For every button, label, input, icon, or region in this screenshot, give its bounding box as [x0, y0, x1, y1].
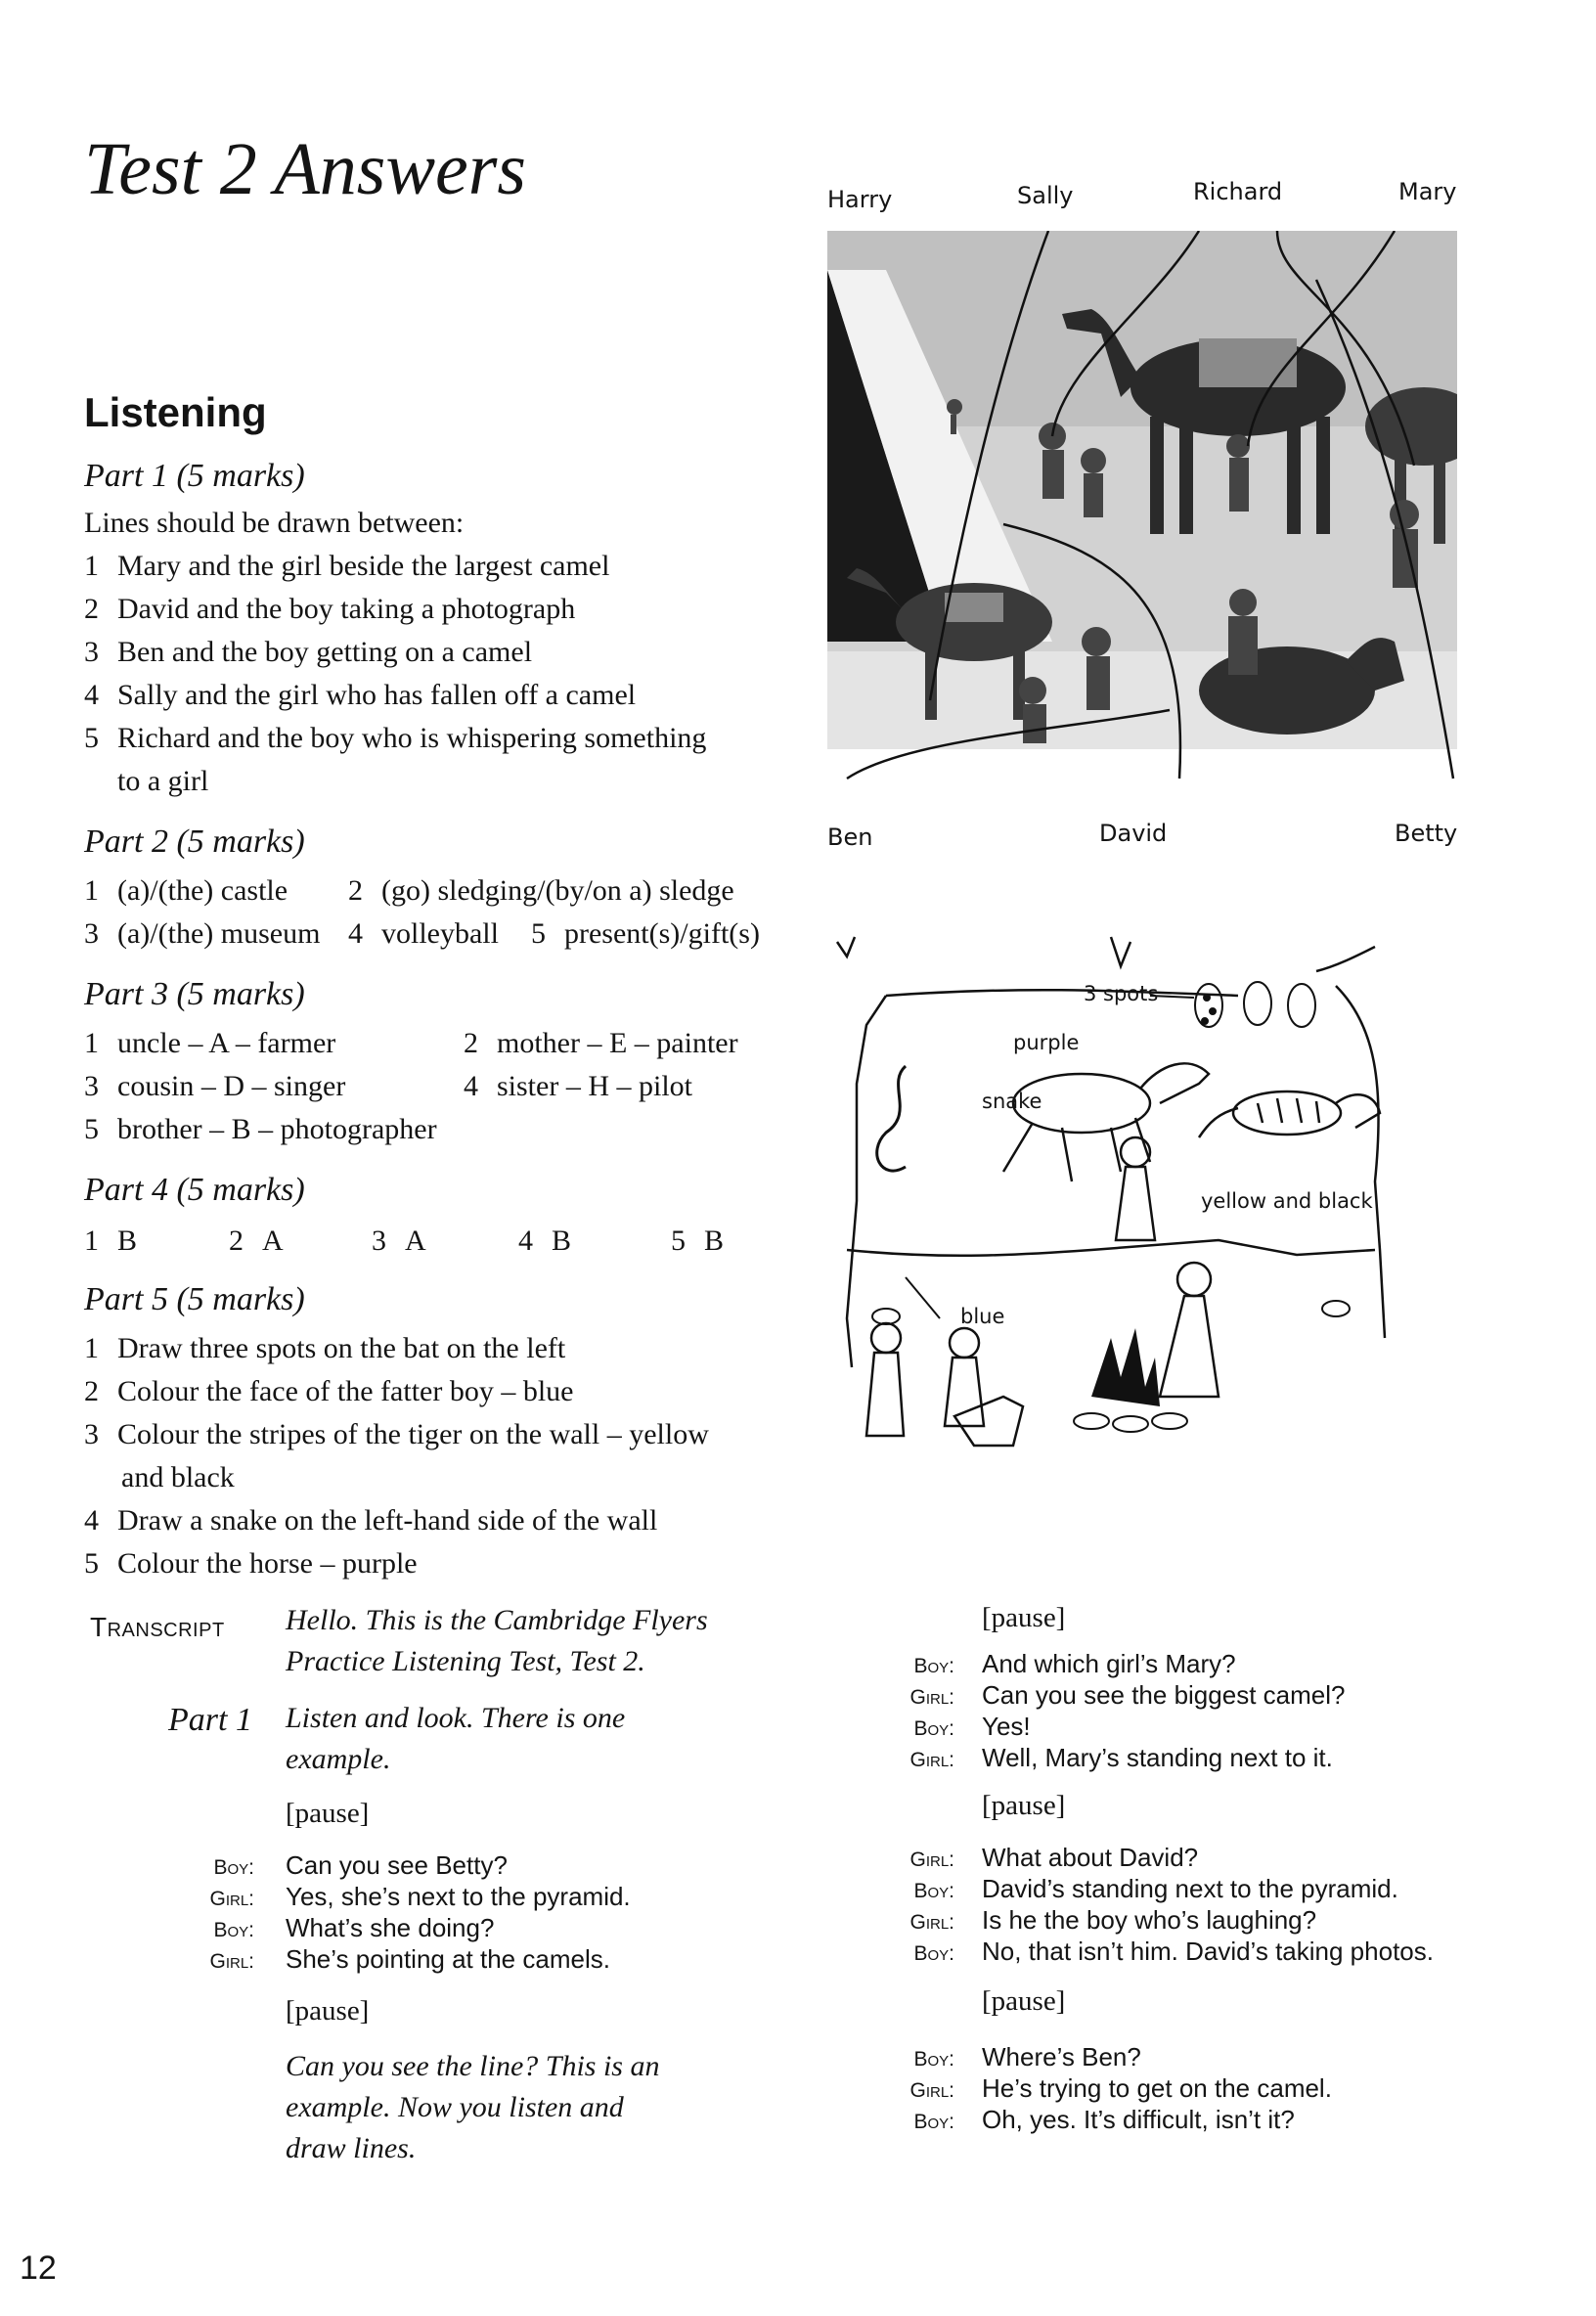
dialogue-line: Can you see Betty?	[286, 1850, 508, 1880]
speaker: Boy:	[913, 1655, 954, 1677]
speaker: Boy:	[213, 1919, 254, 1941]
page-title: Test 2 Answers	[84, 128, 526, 210]
speaker: Girl:	[909, 1749, 954, 1771]
snake	[877, 1066, 906, 1171]
dialogue-line: And which girl’s Mary?	[982, 1649, 1236, 1678]
speaker: Boy:	[913, 2111, 954, 2133]
speaker: Girl:	[909, 1911, 954, 1934]
speaker: Boy:	[913, 2048, 954, 2071]
part3-item: 3 cousin – D – singer	[84, 1070, 346, 1102]
dialogue-line: What about David?	[982, 1843, 1199, 1872]
label-yellow-and-black: yellow and black	[1201, 1189, 1373, 1213]
bats	[1195, 982, 1315, 1027]
part1-item: 5 Richard and the boy who is whispering something	[84, 722, 707, 754]
part2-answer: 5 present(s)/gift(s)	[531, 917, 760, 950]
label-mary: Mary	[1398, 178, 1457, 205]
example-line2: example. Now you listen and	[286, 2091, 624, 2123]
transcript-label: Transcript	[90, 1612, 225, 1642]
dialogue-line: He’s trying to get on the camel.	[982, 2073, 1332, 2103]
section-heading: Listening	[84, 389, 267, 435]
transcript-instruction-line1: Listen and look. There is one	[286, 1702, 626, 1734]
part5-item: 1 Draw three spots on the bat on the left	[84, 1332, 566, 1364]
camel-scene-illustration	[827, 231, 1457, 818]
part1-item: 3 Ben and the boy getting on a camel	[84, 636, 533, 668]
transcript-intro-line1: Hello. This is the Cambridge Flyers	[286, 1604, 708, 1636]
horse	[1003, 1063, 1209, 1181]
speaker: Girl:	[209, 1888, 254, 1910]
part3-item: 4 sister – H – pilot	[464, 1070, 692, 1102]
speaker: Girl:	[909, 1848, 954, 1871]
label-ben: Ben	[827, 824, 873, 851]
part1-item: 1 Mary and the girl beside the largest camel	[84, 550, 610, 582]
dialogue-line: What’s she doing?	[286, 1913, 495, 1942]
example-line1: Can you see the line? This is an	[286, 2050, 660, 2082]
label-betty: Betty	[1395, 820, 1458, 847]
part2-answer: 3 (a)/(the) museum	[84, 917, 321, 950]
part5-item: 3 Colour the stripes of the tiger on the wall – yellow	[84, 1418, 709, 1450]
blue-pointer	[906, 1277, 940, 1318]
part5-heading: Part 5 (5 marks)	[84, 1281, 305, 1317]
label-purple: purple	[1013, 1031, 1080, 1054]
fire	[1091, 1328, 1160, 1406]
part5-item: 5 Colour the horse – purple	[84, 1547, 418, 1580]
label-blue: blue	[960, 1305, 1005, 1328]
label-richard: Richard	[1193, 178, 1283, 205]
speaker: Boy:	[913, 1942, 954, 1965]
part1-item: 2 David and the boy taking a photograph	[84, 593, 576, 625]
cave-people	[866, 1137, 1219, 1446]
part2-answer: 2 (go) sledging/(by/on a) sledge	[348, 874, 734, 907]
example-line3: draw lines.	[286, 2132, 417, 2164]
transcript-part-label: Part 1	[168, 1702, 252, 1738]
dialogue-line: Yes, she’s next to the pyramid.	[286, 1882, 631, 1911]
part2-answer: 1 (a)/(the) castle	[84, 874, 288, 907]
dialogue-line: Well, Mary’s standing next to it.	[982, 1743, 1333, 1772]
label-3-spots: 3 spots	[1084, 982, 1159, 1005]
part4-answer: 4 B	[518, 1225, 572, 1257]
part1-item: 4 Sally and the girl who has fallen off a camel	[84, 679, 637, 711]
speaker: Boy:	[213, 1856, 254, 1879]
transcript-instruction-line2: example.	[286, 1743, 391, 1775]
part1-item-continuation: to a girl	[117, 765, 209, 797]
speaker: Girl:	[909, 2079, 954, 2102]
dialogue-line: She’s pointing at the camels.	[286, 1944, 610, 1974]
dialogue-line: Is he the boy who’s laughing?	[982, 1905, 1317, 1935]
part4-answer: 1 B	[84, 1225, 138, 1257]
part1-heading: Part 1 (5 marks)	[84, 458, 305, 494]
dialogue-line: Can you see the biggest camel?	[982, 1680, 1346, 1710]
pause-marker: [pause]	[286, 1995, 370, 2026]
pause-marker: [pause]	[286, 1798, 370, 1829]
part3-item: 2 mother – E – painter	[464, 1027, 738, 1059]
pause-marker: [pause]	[982, 1790, 1066, 1821]
part4-answer: 3 A	[372, 1225, 426, 1257]
page-number: 12	[20, 2249, 57, 2287]
label-david: David	[1099, 820, 1168, 847]
speaker: Boy:	[913, 1717, 954, 1740]
tiger	[1199, 1091, 1380, 1137]
dialogue-line: Where’s Ben?	[982, 2042, 1141, 2071]
speaker: Boy:	[913, 1880, 954, 1902]
pause-marker: [pause]	[982, 1602, 1066, 1633]
label-snake: snake	[982, 1090, 1042, 1113]
part2-answer: 4 volleyball	[348, 917, 499, 950]
saddle	[1199, 338, 1297, 387]
part4-answer: 2 A	[229, 1225, 284, 1257]
dialogue-line: Yes!	[982, 1712, 1031, 1741]
label-sally: Sally	[1017, 182, 1074, 209]
part4-answer: 5 B	[671, 1225, 725, 1257]
part5-item: 2 Colour the face of the fatter boy – blue	[84, 1375, 574, 1407]
part5-item-continuation: and black	[121, 1461, 235, 1493]
speaker: Girl:	[209, 1950, 254, 1973]
pause-marker: [pause]	[982, 1985, 1066, 2017]
part4-heading: Part 4 (5 marks)	[84, 1172, 305, 1208]
part5-item: 4 Draw a snake on the left-hand side of the wall	[84, 1504, 658, 1537]
part3-item: 1 uncle – A – farmer	[84, 1027, 336, 1059]
dialogue-line: David’s standing next to the pyramid.	[982, 1874, 1398, 1903]
part3-item: 5 brother – B – photographer	[84, 1113, 437, 1145]
dialogue-line: Oh, yes. It’s difficult, isn’t it?	[982, 2105, 1295, 2134]
part3-heading: Part 3 (5 marks)	[84, 976, 305, 1012]
speaker: Girl:	[909, 1686, 954, 1709]
part2-heading: Part 2 (5 marks)	[84, 824, 305, 860]
saddle-left	[945, 593, 1003, 622]
label-harry: Harry	[827, 186, 893, 213]
dialogue-line: No, that isn’t him. David’s taking photos.	[982, 1937, 1434, 1966]
transcript-intro-line2: Practice Listening Test, Test 2.	[286, 1645, 645, 1677]
part1-intro: Lines should be drawn between:	[84, 507, 465, 539]
